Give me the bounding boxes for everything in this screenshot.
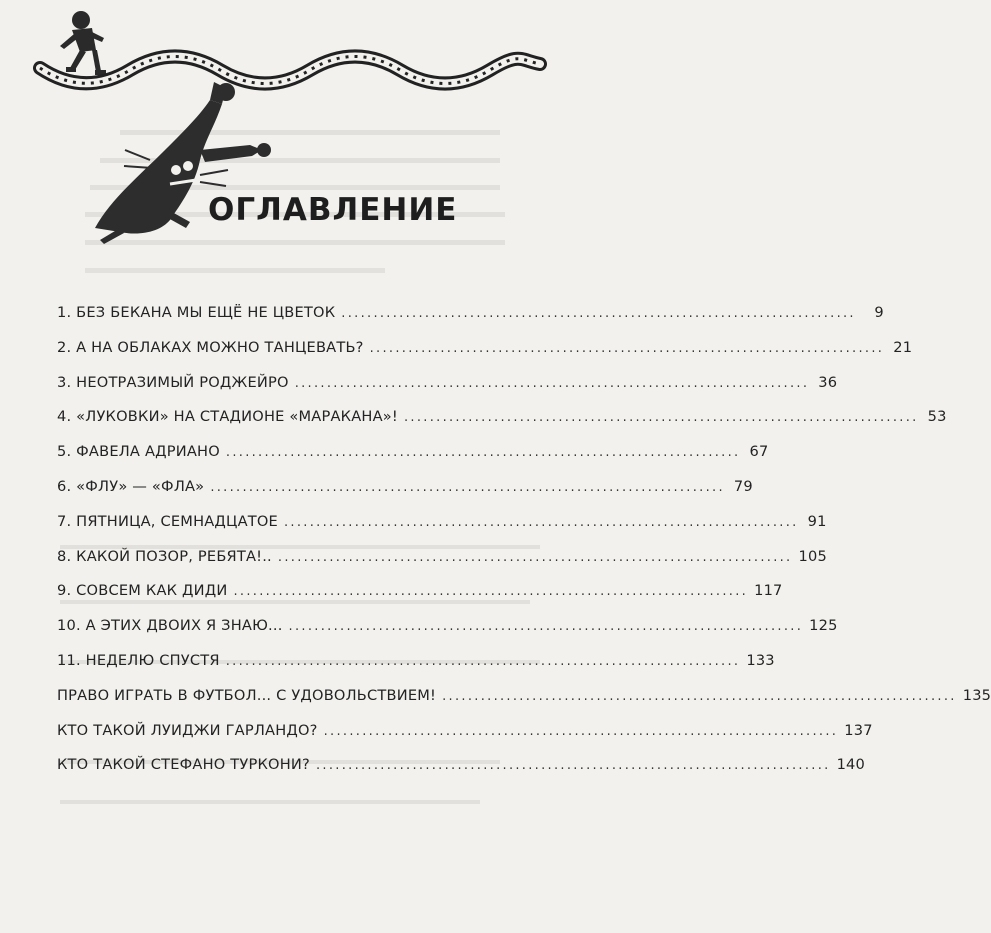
toc-entry-page-number: 36	[818, 373, 838, 391]
toc-entry-title: ПРАВО ИГРАТЬ В ФУТБОЛ... С УДОВОЛЬСТВИЕМ!	[57, 686, 437, 704]
dot-leader: ................................................................................	[294, 375, 810, 391]
toc-entry-title: КТО ТАКОЙ СТЕФАНО ТУРКОНИ?	[57, 756, 310, 774]
toc-entry	[57, 373, 838, 409]
dot-leader: ................................................................................	[288, 619, 804, 635]
toc-entry	[57, 338, 913, 374]
toc-entry	[57, 721, 873, 757]
toc-entry-title: 11. НЕДЕЛЮ СПУСТЯ	[57, 651, 220, 669]
toc-entry-title: 5. ФАВЕЛА АДРИАНО	[57, 443, 220, 461]
dot-leader: ................................................................................	[225, 653, 741, 669]
toc-entry	[57, 582, 783, 617]
toc-entry	[57, 686, 991, 722]
toc-entry	[57, 477, 753, 513]
toc-entry	[57, 304, 884, 339]
toc-entry-page-number: 53	[927, 408, 947, 426]
running-boy-icon	[60, 11, 106, 75]
toc-entry-page-number: 140	[836, 756, 866, 774]
toc-entry-title: 3. НЕОТРАЗИМЫЙ РОДЖЕЙРО	[57, 373, 289, 391]
dot-leader: ................................................................................	[225, 445, 741, 461]
toc-entry	[57, 756, 866, 791]
page-title: ОГЛАВЛЕНИЕ	[208, 192, 458, 228]
toc-entry-page-number: 133	[746, 651, 775, 669]
dot-leader: ................................................................................	[283, 514, 799, 530]
toc-entry-title: 7. ПЯТНИЦА, СЕМНАДЦАТОЕ	[57, 512, 278, 530]
toc-entry-page-number: 125	[809, 617, 838, 635]
table-of-contents	[57, 304, 991, 791]
dot-leader: ................................................................................	[323, 723, 839, 739]
toc-entry-page-number: 21	[893, 338, 913, 356]
toc-entry-page-number: 117	[754, 582, 783, 600]
dot-leader: ................................................................................	[369, 340, 885, 356]
toc-entry-title: 2. А НА ОБЛАКАХ МОЖНО ТАНЦЕВАТЬ?	[57, 338, 364, 356]
toc-entry-title: 6. «ФЛУ» — «ФЛА»	[57, 477, 205, 495]
dot-leader: ................................................................................	[341, 306, 856, 321]
toc-entry-title: 4. «ЛУКОВКИ» НА СТАДИОНЕ «МАРАКАНА»!	[57, 408, 398, 426]
toc-entry	[57, 512, 827, 548]
toc-entry-title: 9. СОВСЕМ КАК ДИДИ	[57, 582, 228, 600]
toc-entry	[57, 443, 769, 478]
toc-entry-title: 1. БЕЗ БЕКАНА МЫ ЕЩЁ НЕ ЦВЕТОК	[57, 304, 336, 321]
wavy-dotted-line-icon	[40, 57, 540, 84]
dot-leader: ................................................................................	[442, 688, 957, 704]
toc-entry	[57, 408, 947, 443]
toc-entry-page-number: 79	[733, 477, 753, 495]
toc-entry-page-number: 91	[807, 512, 827, 530]
toc-entry-page-number: 67	[749, 443, 769, 461]
toc-entry	[57, 617, 838, 652]
toc-entry-page-number: 135	[962, 686, 991, 704]
dot-leader: ................................................................................	[403, 410, 919, 426]
toc-entry-title: КТО ТАКОЙ ЛУИДЖИ ГАРЛАНДО?	[57, 721, 318, 739]
toc-entry-page-number: 9	[874, 304, 884, 321]
toc-entry-title: 10. А ЭТИХ ДВОИХ Я ЗНАЮ...	[57, 617, 283, 635]
toc-entry-page-number: 137	[844, 721, 873, 739]
dot-leader: ................................................................................	[210, 479, 725, 495]
toc-entry-title: 8. КАКОЙ ПОЗОР, РЕБЯТА!..	[57, 547, 272, 565]
dot-leader: ................................................................................	[277, 549, 793, 565]
toc-entry	[57, 651, 775, 687]
dot-leader: ................................................................................	[233, 584, 749, 600]
dot-leader: ................................................................................	[315, 758, 831, 774]
toc-entry	[57, 547, 827, 583]
toc-entry-page-number: 105	[798, 547, 827, 565]
